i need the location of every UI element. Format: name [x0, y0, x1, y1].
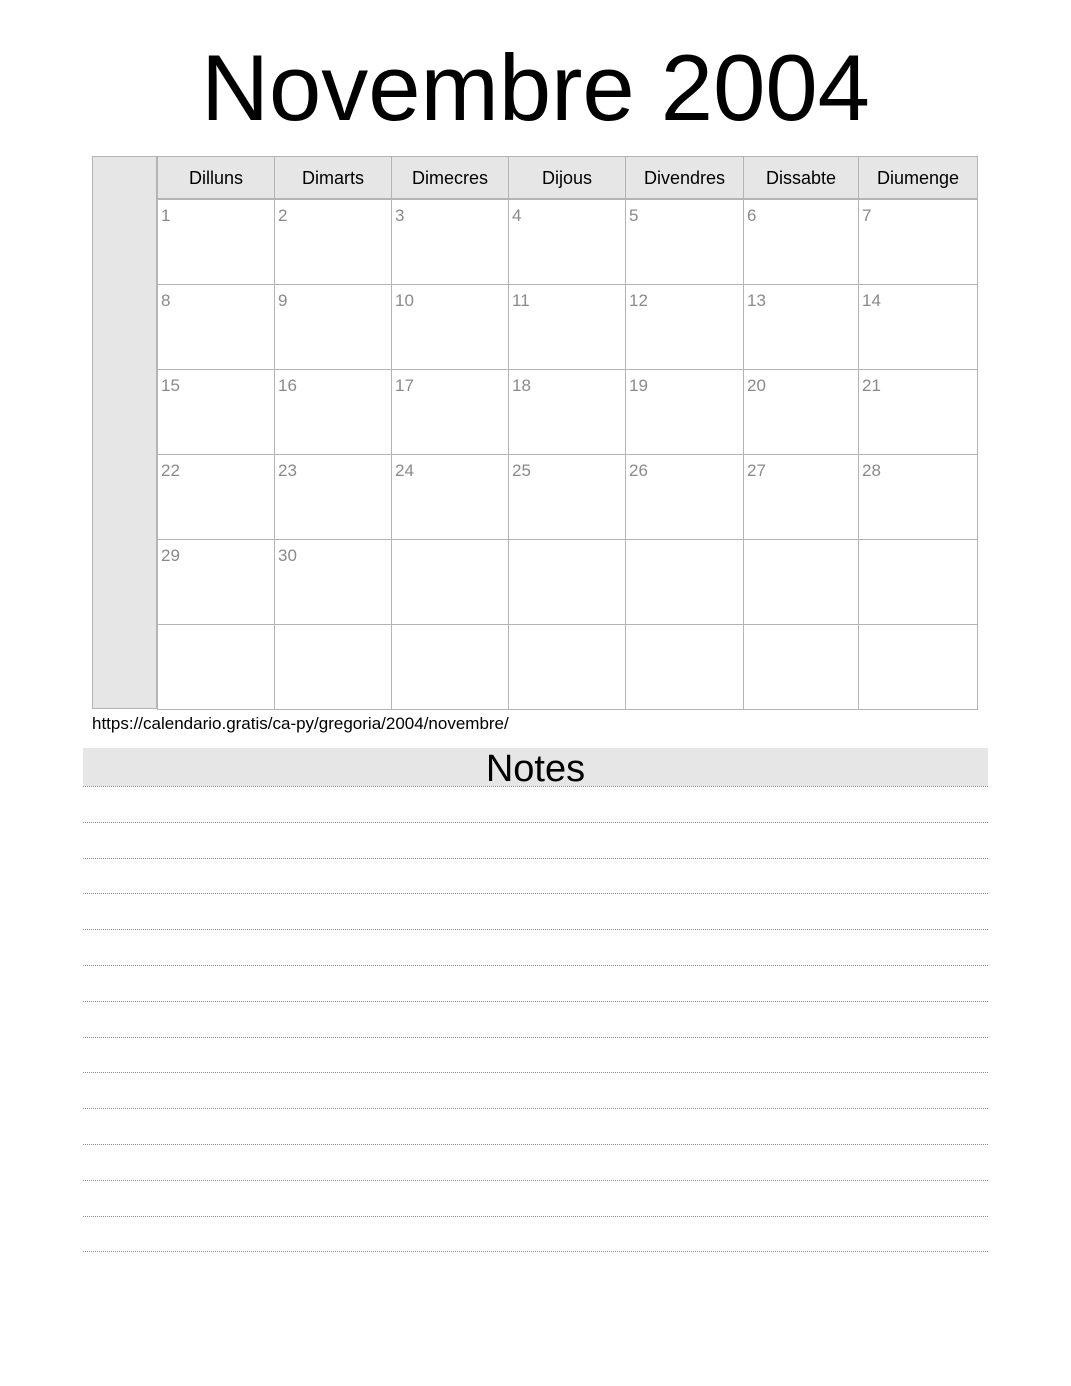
day-cell	[743, 284, 859, 370]
day-cell	[625, 539, 744, 625]
day-cell	[625, 624, 744, 710]
day-cell	[743, 369, 859, 455]
day-cell	[858, 199, 978, 285]
day-cell	[157, 284, 275, 370]
day-cell	[625, 284, 744, 370]
weekday-header: Dimarts	[274, 156, 392, 199]
day-cell	[743, 199, 859, 285]
day-number: 17	[395, 376, 414, 395]
day-number: 5	[629, 206, 639, 225]
notes-line	[83, 1144, 988, 1145]
day-cell	[508, 369, 626, 455]
day-number: 13	[747, 291, 766, 310]
day-cell	[391, 369, 509, 455]
notes-line	[83, 1037, 988, 1038]
notes-line	[83, 1108, 988, 1109]
day-cell	[743, 454, 859, 540]
day-number: 25	[512, 461, 531, 480]
day-cell	[274, 624, 392, 710]
day-cell	[274, 369, 392, 455]
day-cell	[858, 284, 978, 370]
day-number: 18	[512, 376, 531, 395]
notes-header: Notes	[83, 748, 988, 786]
notes-line	[83, 1216, 988, 1217]
notes-line	[83, 965, 988, 966]
day-number: 19	[629, 376, 648, 395]
day-number: 30	[278, 546, 297, 565]
weekday-header: Divendres	[625, 156, 744, 199]
day-cell	[157, 624, 275, 710]
week-number-column	[92, 156, 157, 709]
day-cell	[858, 539, 978, 625]
day-number: 22	[161, 461, 180, 480]
day-cell	[391, 539, 509, 625]
notes-line	[83, 1180, 988, 1181]
day-number: 12	[629, 291, 648, 310]
day-cell	[274, 284, 392, 370]
day-number: 6	[747, 206, 757, 225]
day-number: 29	[161, 546, 180, 565]
weekday-header: Dissabte	[743, 156, 859, 199]
day-cell	[157, 539, 275, 625]
day-cell	[625, 199, 744, 285]
day-number: 7	[862, 206, 872, 225]
day-number: 3	[395, 206, 405, 225]
notes-line	[83, 1251, 988, 1252]
notes-line	[83, 1001, 988, 1002]
day-number: 16	[278, 376, 297, 395]
day-cell	[508, 539, 626, 625]
page-title: Novembre 2004	[201, 35, 870, 140]
weekday-header: Dimecres	[391, 156, 509, 199]
day-number: 2	[278, 206, 288, 225]
day-number: 10	[395, 291, 414, 310]
source-url: https://calendario.gratis/ca-py/gregoria/2004/novembre/	[92, 714, 509, 733]
notes-line	[83, 858, 988, 859]
day-number: 26	[629, 461, 648, 480]
day-cell	[274, 539, 392, 625]
day-number: 23	[278, 461, 297, 480]
day-cell	[157, 199, 275, 285]
day-cell	[508, 624, 626, 710]
day-cell	[508, 284, 626, 370]
day-number: 15	[161, 376, 180, 395]
day-number: 21	[862, 376, 881, 395]
day-cell	[858, 624, 978, 710]
day-cell	[508, 454, 626, 540]
day-cell	[391, 454, 509, 540]
day-number: 9	[278, 291, 288, 310]
day-cell	[625, 454, 744, 540]
day-number: 24	[395, 461, 414, 480]
day-number: 28	[862, 461, 881, 480]
day-cell	[391, 284, 509, 370]
day-cell	[157, 369, 275, 455]
day-number: 4	[512, 206, 522, 225]
day-cell	[274, 199, 392, 285]
notes-line	[83, 822, 988, 823]
notes-line	[83, 1072, 988, 1073]
day-cell	[508, 199, 626, 285]
weekday-header: Dilluns	[157, 156, 275, 199]
day-number: 8	[161, 291, 171, 310]
calendar-grid	[157, 156, 977, 710]
day-cell	[391, 199, 509, 285]
day-cell	[858, 454, 978, 540]
notes-line	[83, 893, 988, 894]
day-cell	[157, 454, 275, 540]
day-cell	[274, 454, 392, 540]
weekday-header: Dijous	[508, 156, 626, 199]
notes-line	[83, 929, 988, 930]
day-number: 27	[747, 461, 766, 480]
day-number: 1	[161, 206, 171, 225]
day-number: 14	[862, 291, 881, 310]
day-cell	[391, 624, 509, 710]
day-cell	[743, 624, 859, 710]
day-number: 11	[512, 291, 530, 310]
day-cell	[858, 369, 978, 455]
notes-line	[83, 786, 988, 787]
day-cell	[625, 369, 744, 455]
weekday-header: Diumenge	[858, 156, 978, 199]
day-number: 20	[747, 376, 766, 395]
day-cell	[743, 539, 859, 625]
